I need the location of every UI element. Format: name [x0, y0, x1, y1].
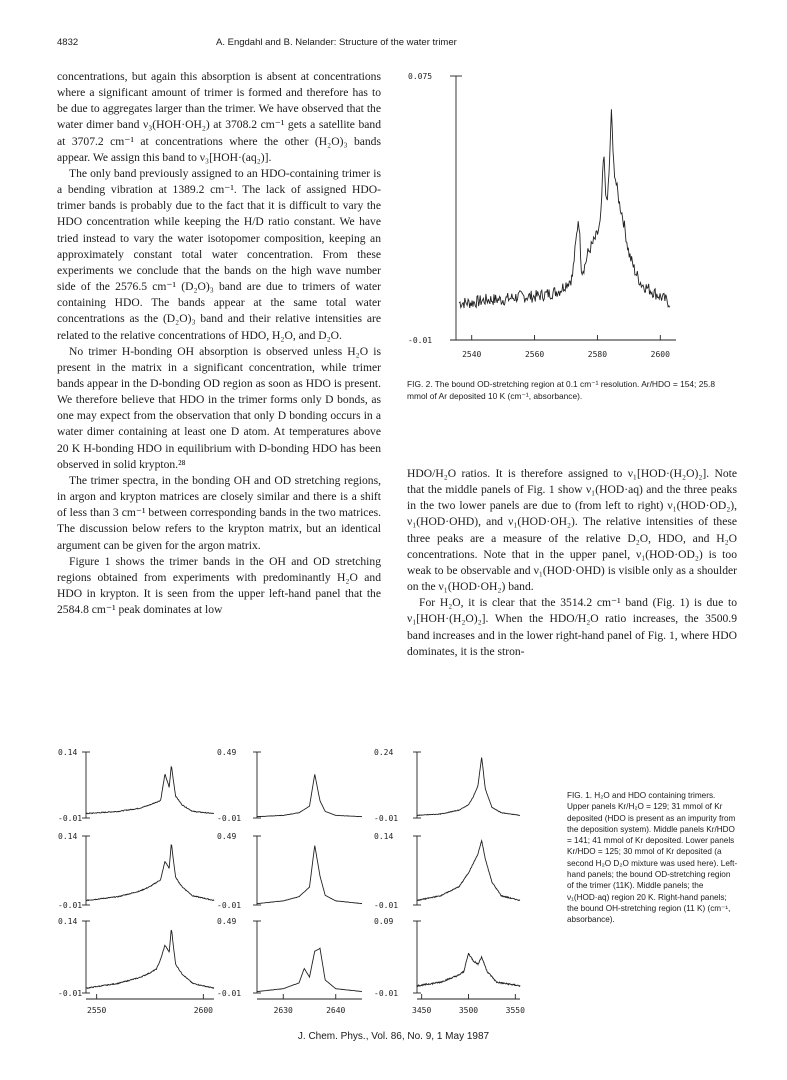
fig1-panel-ymin-label: -0.01	[58, 901, 83, 910]
paragraph: Figure 1 shows the trimer bands in the OH and OD stretching regions obtained from experiments with predominantly H₂O and HDO in krypton. It is seen from the upper left-hand panel that the 2584.8 cm⁻¹ peak dominates at low	[57, 554, 381, 617]
page-number: 4832	[57, 37, 79, 48]
fig1-spectrum-line	[86, 845, 214, 901]
fig1-xtick-label: 2640	[326, 1006, 346, 1015]
fig1-spectrum-line	[417, 758, 520, 816]
fig1-xtick-label: 2600	[193, 1006, 213, 1015]
fig1-panel-ymin-label: -0.01	[217, 901, 242, 910]
fig1-panel-ymax-label: 0.49	[217, 917, 237, 926]
fig1-xtick-label: 2630	[273, 1006, 293, 1015]
fig1-spectrum-line	[257, 948, 362, 991]
fig1-spectrum-line	[257, 846, 362, 904]
paragraph: concentrations, but again this absorption is absent at concentrations where a significant amount of trimer is formed and therefore has to be due to aggregates larger than the trimer. We have observed that the water dimer band ν₃(HOH·OH₂) at 3708.2 cm⁻¹ gets a satellite band at 3707.2 cm⁻¹ at concentrations where the other (H₂O)₃ bands appear. We assign this band to ν₃[HOH·(aq₂)].	[57, 70, 381, 164]
fig2-xtick-label: 2580	[587, 350, 608, 359]
fig1-panel-ymin-label: -0.01	[374, 989, 399, 998]
fig1-spectrum-line	[417, 841, 520, 901]
fig1-panel-ymin-label: -0.01	[374, 814, 399, 823]
fig1-spectrum-line	[417, 953, 520, 986]
fig1-xtick-label: 2550	[87, 1006, 107, 1015]
paragraph: No trimer H-bonding OH absorption is observed unless H₂O is present in the matrix in a significant concentration, while trimer bands appear in the D-bonding OD region as soon as HDO is present. We therefore believe that HDO in the trimer forms only D bonds, as one may expect from the observation that only D bonding occurs in a water dimer containing at least one D atom. At temperatures above 20 K H-bonding HDO in equilibrium with D-bonding HDO has been observed in solid krypton.²⁸	[57, 344, 381, 471]
fig1-xtick-label: 3550	[505, 1006, 525, 1015]
fig1-panel-ymin-label: -0.01	[58, 989, 83, 998]
paragraph: The only band previously assigned to an HDO-containing trimer is a bending vibration at 1389.2 cm⁻¹. The lack of assigned HDO-trimer bands is probably due to the fact that it is difficult to vary the HDO concentration while keeping the H/D ratio constant. We have tried instead to vary the water isotopomer composition, keeping an approximately constant total water concentration. From these experiments we conclude that the bands on the high wave number side of the 2576.5 cm⁻¹ (D₂O)₃ band are due to trimers of water containing HDO. The bands appear at the same total water concentrations as the (D₂O)₃ band and their relative intensities are related to the relative concentrations of HDO, H₂O, and D₂O.	[57, 166, 381, 342]
fig1-panel-ymax-label: 0.49	[217, 748, 237, 757]
fig1-panel-ymax-label: 0.14	[58, 917, 78, 926]
fig1-panel-ymin-label: -0.01	[374, 901, 399, 910]
fig2-ymin-label: -0.01	[408, 336, 433, 345]
fig1-panel-ymax-label: 0.14	[58, 748, 78, 757]
fig1-panel-ymin-label: -0.01	[217, 814, 242, 823]
fig2-ymax-label: 0.075	[408, 72, 433, 81]
fig1-xtick-label: 3500	[458, 1006, 479, 1015]
fig1-panel-ymax-label: 0.14	[374, 832, 394, 841]
fig2-xtick-label: 2560	[524, 350, 545, 359]
paragraph: HDO/H₂O ratios. It is therefore assigned to ν₁[HOD·(H₂O)₂]. Note that the middle panels of Fig. 1 show ν₁(HOD·aq) and the three peaks in the two lower panels are due to (from left to right) ν₁(HOD·OD₂), ν₁(HOD·OHD), and ν₁(HOD·OH₂). The relative intensities of these three peaks are a measure of the relative D₂O, HDO, and H₂O concentrations. Note that in the upper panel, ν₁(HOD·OD₂) is too weak to be observable and ν₁(HOD·OHD) is visible only as a shoulder on the ν₁(HOD·OH₂) band.	[407, 467, 737, 594]
fig2-xtick-label: 2600	[650, 350, 670, 359]
running-title: A. Engdahl and B. Nelander: Structure of the water trimer	[216, 37, 457, 48]
fig1-panel-ymin-label: -0.01	[58, 814, 83, 823]
fig1-panel-ymax-label: 0.09	[374, 917, 394, 926]
fig2-spectrum-line	[459, 109, 670, 308]
fig1-spectrum-line	[86, 767, 214, 814]
paragraph: The trimer spectra, in the bonding OH and OD stretching regions, in argon and krypton matrices are closely similar and there is a shift of less than 3 cm⁻¹ between corresponding bands in the two matrices. The discussion below refers to the krypton matrix, but an identical argument can be given for the argon matrix.	[57, 473, 381, 552]
fig1-caption: FIG. 1. H₂O and HDO containing trimers. Upper panels Kr/H₂O = 129; 31 mmol of Kr deposited (HDO is present as an impurity from the deposition system). Middle panels Kr/HDO = 141; 41 mmol of Kr deposited. Lower panels Kr/HDO = 125; 30 mmol of Kr deposited (a second H₂O D₂O mixture was used here). Left-hand panels; the bound OD-stretching region of the trimer (11K). Middle panels; the ν₁(HOD·aq) region 20 K. Right-hand panels; the bound OH-stretching region (11 K) (cm⁻¹, absorbance).	[567, 791, 738, 925]
fig1-panel-ymax-label: 0.24	[374, 748, 394, 757]
fig1-xtick-label: 3450	[412, 1006, 432, 1015]
fig1-panel-ymax-label: 0.14	[58, 832, 78, 841]
fig1-panel-ymax-label: 0.49	[217, 832, 237, 841]
fig1-spectrum-line	[86, 930, 214, 988]
paragraph: For H₂O, it is clear that the 3514.2 cm⁻¹ band (Fig. 1) is due to ν₁[HOH·(H₂O)₂]. When the HDO/H₂O ratio increases, the 3500.9 band increases and in the lower right-hand panel of Fig. 1, where HDO dominates, it is the stron-	[407, 596, 737, 658]
fig2-xtick-label: 2540	[462, 350, 482, 359]
fig1-panel-ymin-label: -0.01	[217, 989, 242, 998]
fig2-caption: FIG. 2. The bound OD-stretching region at 0.1 cm⁻¹ resolution. Ar/HDO = 154; 25.8 mmol of Ar deposited 10 K (cm⁻¹, absorbance).	[407, 379, 716, 401]
fig1-spectrum-line	[257, 774, 362, 816]
journal-footer: J. Chem. Phys., Vol. 86, No. 9, 1 May 1987	[297, 1031, 490, 1042]
